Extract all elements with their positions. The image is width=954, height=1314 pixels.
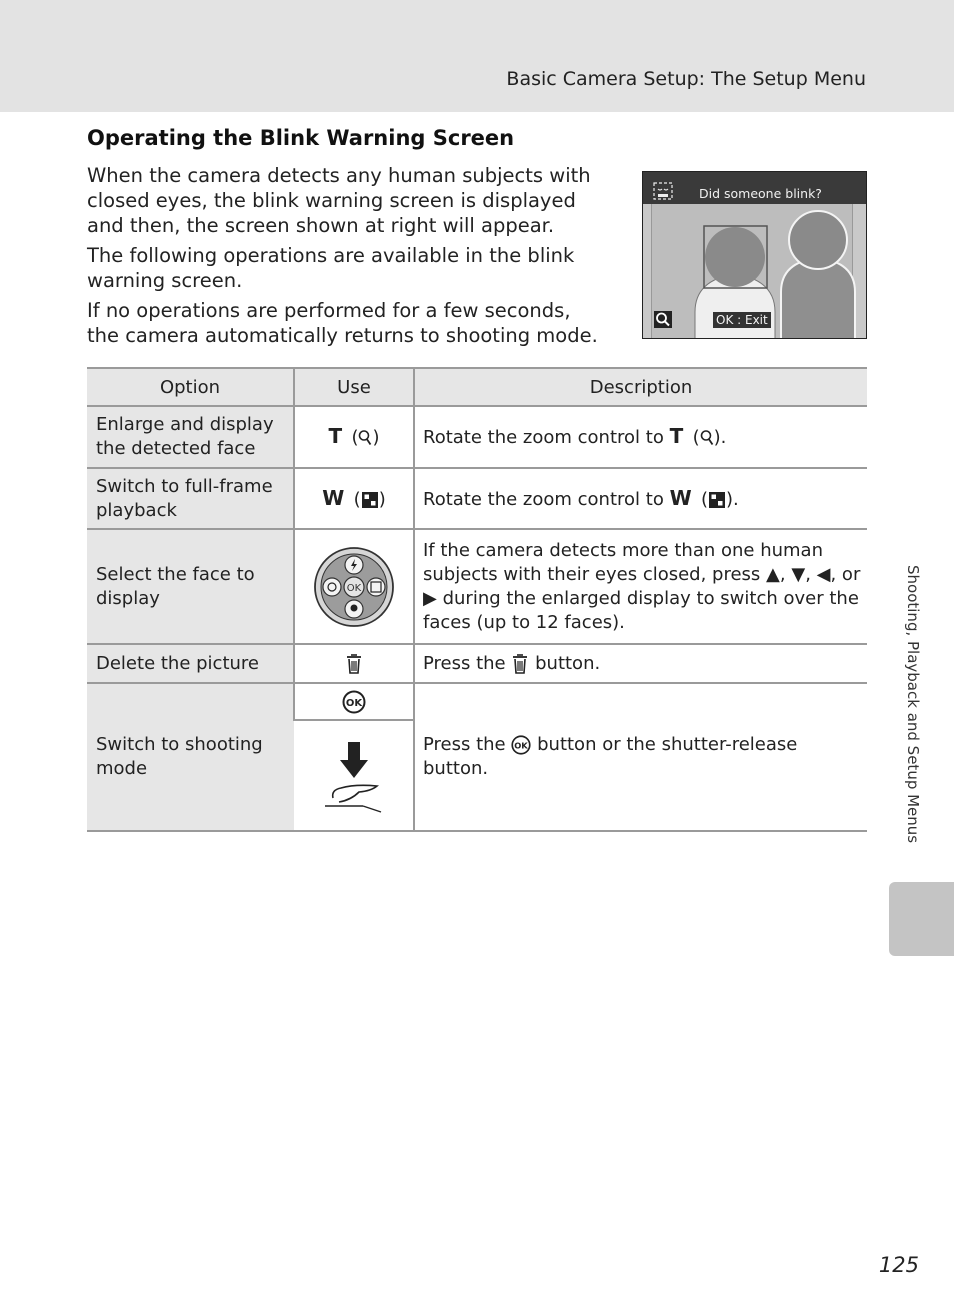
- description-cell: [414, 644, 867, 683]
- description-cell: Rotate the zoom control to W ( ).: [414, 468, 867, 529]
- use-cell: T ( ): [294, 406, 414, 468]
- option-cell: Switch to full-frame playback: [87, 468, 294, 529]
- header-description: Description: [414, 368, 867, 406]
- description-text: Rotate the zoom control to: [423, 427, 664, 448]
- description-text: button or the shutter-release button.: [423, 734, 798, 779]
- use-cell: [294, 529, 414, 644]
- zoom-t-letter: T: [328, 424, 343, 448]
- page-number: 125: [878, 1253, 919, 1277]
- shutter-release-press-icon: [321, 736, 387, 816]
- description-cell: Rotate the zoom control to T ( ).: [414, 406, 867, 468]
- option-cell: Switch to shooting mode: [87, 683, 294, 831]
- side-tab-marker: [889, 882, 954, 956]
- option-cell: Delete the picture: [87, 644, 294, 683]
- down-arrow-icon: ▼: [791, 563, 806, 585]
- intro-paragraph-1: When the camera detects any human subjects with closed eyes, the blink warning screen is displayed and then, the screen shown at right will appear.: [87, 164, 591, 237]
- zoom-icon: [654, 311, 672, 328]
- use-cell: W ( ): [294, 468, 414, 529]
- blink-warning-screen-illustration: [642, 171, 867, 339]
- zoom-w-letter: W: [669, 485, 692, 510]
- ok-button-icon: [342, 690, 366, 714]
- blink-icon: [653, 182, 673, 200]
- table-row: [87, 406, 867, 468]
- table-row: [87, 468, 867, 529]
- up-arrow-icon: ▲: [766, 563, 780, 585]
- option-cell: Enlarge and display the detected face: [87, 406, 294, 468]
- screen-ok-exit-label: OK : Exit: [713, 312, 771, 328]
- side-tab-label: Shooting, Playback and Setup Menus: [904, 565, 922, 844]
- operations-table: [87, 367, 867, 832]
- table-row: [87, 529, 867, 644]
- trash-icon: [345, 653, 363, 675]
- magnify-icon: [700, 429, 714, 447]
- ok-button-icon: [511, 735, 531, 755]
- description-text: If the camera detects more than one human subjects with their eyes closed, press: [423, 539, 823, 585]
- running-header: Basic Camera Setup: The Setup Menu: [506, 68, 866, 90]
- svg-text:OK: OK: [346, 582, 362, 594]
- use-cell: [294, 683, 414, 720]
- description-text: ).: [713, 427, 727, 448]
- thumbnail-grid-icon: [708, 491, 726, 509]
- zoom-t-letter: T: [669, 424, 684, 448]
- svg-text:OK: OK: [345, 697, 363, 709]
- description-text: Rotate the zoom control to: [423, 488, 664, 510]
- table-row: [87, 644, 867, 683]
- intro-text: [87, 163, 607, 353]
- zoom-w-letter: W: [322, 485, 345, 510]
- use-cell: [294, 644, 414, 683]
- table-row: [87, 683, 867, 720]
- description-text: button.: [535, 652, 601, 674]
- left-arrow-icon: ◀: [816, 563, 831, 585]
- description-text: Press the: [423, 734, 506, 755]
- description-text: Press the: [423, 652, 506, 674]
- section-title: Operating the Blink Warning Screen: [87, 126, 515, 150]
- option-cell: Select the face to display: [87, 529, 294, 644]
- description-cell: If the camera detects more than one human subjects with their eyes closed, press ▲, ▼, ◀, or ▶ during the enlarged display to switch over the faces (up to 12 faces).: [414, 529, 867, 644]
- header-use: Use: [294, 368, 414, 406]
- svg-text:OK: OK: [514, 740, 529, 751]
- thumbnail-grid-icon: [361, 491, 379, 509]
- screen-message: Did someone blink?: [699, 186, 822, 201]
- trash-icon: [511, 653, 529, 675]
- table-header-row: [87, 368, 867, 406]
- description-cell: [414, 683, 867, 831]
- multi-selector-icon: [313, 546, 395, 628]
- intro-paragraph-3: If no operations are performed for a few seconds, the camera automatically returns to shooting mode.: [87, 299, 598, 347]
- header-band: [0, 0, 954, 112]
- intro-paragraph-2: The following operations are available in the blink warning screen.: [87, 244, 575, 292]
- header-option: Option: [87, 368, 294, 406]
- right-arrow-icon: ▶: [423, 587, 437, 609]
- description-text: during the enlarged display to switch over the faces (up to 12 faces).: [423, 587, 859, 633]
- magnify-icon: [358, 429, 372, 447]
- description-text: ).: [726, 488, 739, 510]
- use-cell: [294, 720, 414, 831]
